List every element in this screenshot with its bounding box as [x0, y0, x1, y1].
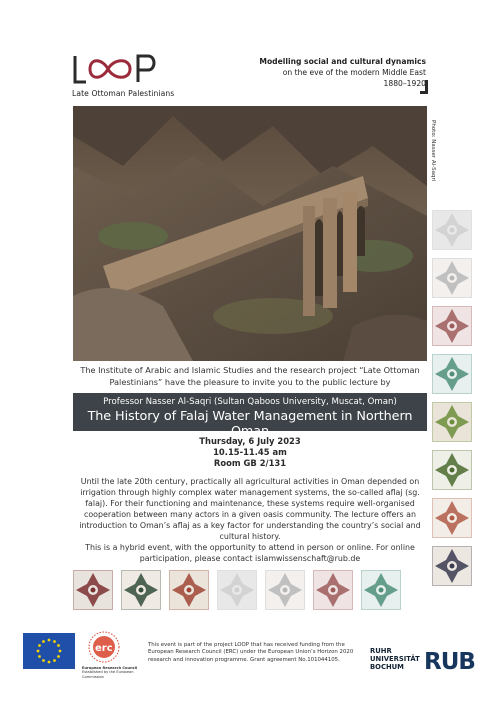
tile-pattern — [313, 570, 353, 610]
erc-caption — [82, 666, 142, 679]
eu-star-icon — [37, 650, 40, 653]
tile-pattern — [432, 402, 472, 442]
tile-pattern — [217, 570, 257, 610]
tagline-line-1: Modelling social and cultural dynamics — [259, 57, 426, 66]
tile-pattern-icon — [432, 546, 472, 586]
ruhr-line-1: RUHR — [370, 647, 392, 655]
invite-text: The Institute of Arabic and Islamic Studies and the research project “Late Ottoman Palestinians” have the pleasure to invite you to the public lecture by — [80, 365, 420, 387]
tile-pattern-icon — [73, 570, 113, 610]
photo-credit-text: Photo: Nasser Al-Saqri — [430, 120, 436, 182]
eu-flag-icon — [23, 633, 75, 669]
tile-pattern — [73, 570, 113, 610]
eu-star-icon — [42, 640, 45, 643]
loop-logo-graphic — [72, 52, 172, 88]
tile-pattern — [432, 546, 472, 586]
tagline-line-3: 1880–1920 — [383, 79, 426, 88]
falaj-photo — [73, 106, 427, 361]
eu-flag-logo — [23, 633, 75, 669]
tile-pattern-icon — [121, 570, 161, 610]
eu-star-icon — [48, 639, 51, 642]
ruhr-university-name — [370, 647, 420, 671]
tile-pattern — [121, 570, 161, 610]
project-tagline — [236, 56, 426, 89]
tile-pattern-icon — [361, 570, 401, 610]
tile-pattern-icon — [432, 258, 472, 298]
tile-pattern-icon — [432, 402, 472, 442]
eu-star-icon — [42, 659, 45, 662]
tile-pattern-icon — [169, 570, 209, 610]
tile-pattern-icon — [432, 306, 472, 346]
eu-star-icon — [48, 661, 51, 664]
ruhr-line-3: BOCHUM — [370, 663, 404, 671]
description-paragraph-1: Until the late 20th century, practically all agricultural activities in Oman depended on irrigation through highly complex water management systems, the so-called aflaj (sg. falaj). For their functioning and maintenance, these systems require well-organised cooperation between many actors in a given oasis community. The lecture offers an introduction to Oman’s aflaj as a key factor for understanding the country’s social and cultural history. — [79, 477, 421, 541]
rub-logo: RUB — [424, 649, 475, 675]
lecture-description — [72, 476, 428, 564]
event-room: Room GB 2/131 — [213, 458, 287, 468]
tile-pattern-icon — [432, 498, 472, 538]
erc-caption-line-1: European Research Council — [82, 666, 138, 670]
funding-note: This event is part of the project LOOP that has received funding from the European Research Council (ERC) under the European Union’s Horizon 2020 research and innovation programme. Grant agreement No.101044105. — [148, 642, 354, 663]
corner-bracket — [420, 80, 428, 94]
tile-pattern — [432, 450, 472, 490]
event-time: 10.15-11.45 am — [213, 447, 287, 457]
lecture-banner — [73, 393, 427, 439]
tile-pattern-icon — [432, 450, 472, 490]
tile-pattern — [432, 210, 472, 250]
event-date: Thursday, 6 July 2023 — [199, 436, 301, 446]
eu-star-icon — [38, 655, 41, 658]
event-details — [100, 436, 400, 469]
tile-pattern — [361, 570, 401, 610]
erc-logo-icon — [82, 630, 138, 664]
tile-pattern — [432, 498, 472, 538]
logo-subtitle: Late Ottoman Palestinians — [72, 89, 175, 98]
aqueduct-illustration — [73, 106, 427, 361]
speaker-name: Professor Nasser Al-Saqri (Sultan Qaboos University, Muscat, Oman) — [103, 397, 397, 407]
eu-star-icon — [59, 650, 62, 653]
tile-pattern — [265, 570, 305, 610]
eu-star-icon — [57, 655, 60, 658]
description-paragraph-2: This is a hybrid event, with the opportunity to attend in person or online. For online participation, please contact islamwissenschaft@rub.de — [85, 543, 415, 563]
tile-pattern-icon — [313, 570, 353, 610]
tile-pattern-icon — [217, 570, 257, 610]
eu-star-icon — [53, 640, 56, 643]
tile-pattern — [432, 258, 472, 298]
lecture-title: The History of Falaj Water Management in Northern Oman — [87, 409, 413, 439]
eu-star-icon — [57, 644, 60, 647]
eu-star-icon — [53, 659, 56, 662]
loop-logo — [72, 52, 172, 88]
tile-pattern-icon — [432, 210, 472, 250]
tile-pattern-icon — [265, 570, 305, 610]
erc-caption-line-2: Established by the European Commission — [82, 670, 134, 679]
tile-pattern — [432, 306, 472, 346]
tile-pattern — [169, 570, 209, 610]
ruhr-line-2: UNIVERSITÄT — [370, 655, 420, 663]
eu-star-icon — [38, 644, 41, 647]
erc-logo-text: erc — [95, 643, 113, 654]
tagline-line-2: on the eve of the modern Middle East — [282, 68, 426, 77]
